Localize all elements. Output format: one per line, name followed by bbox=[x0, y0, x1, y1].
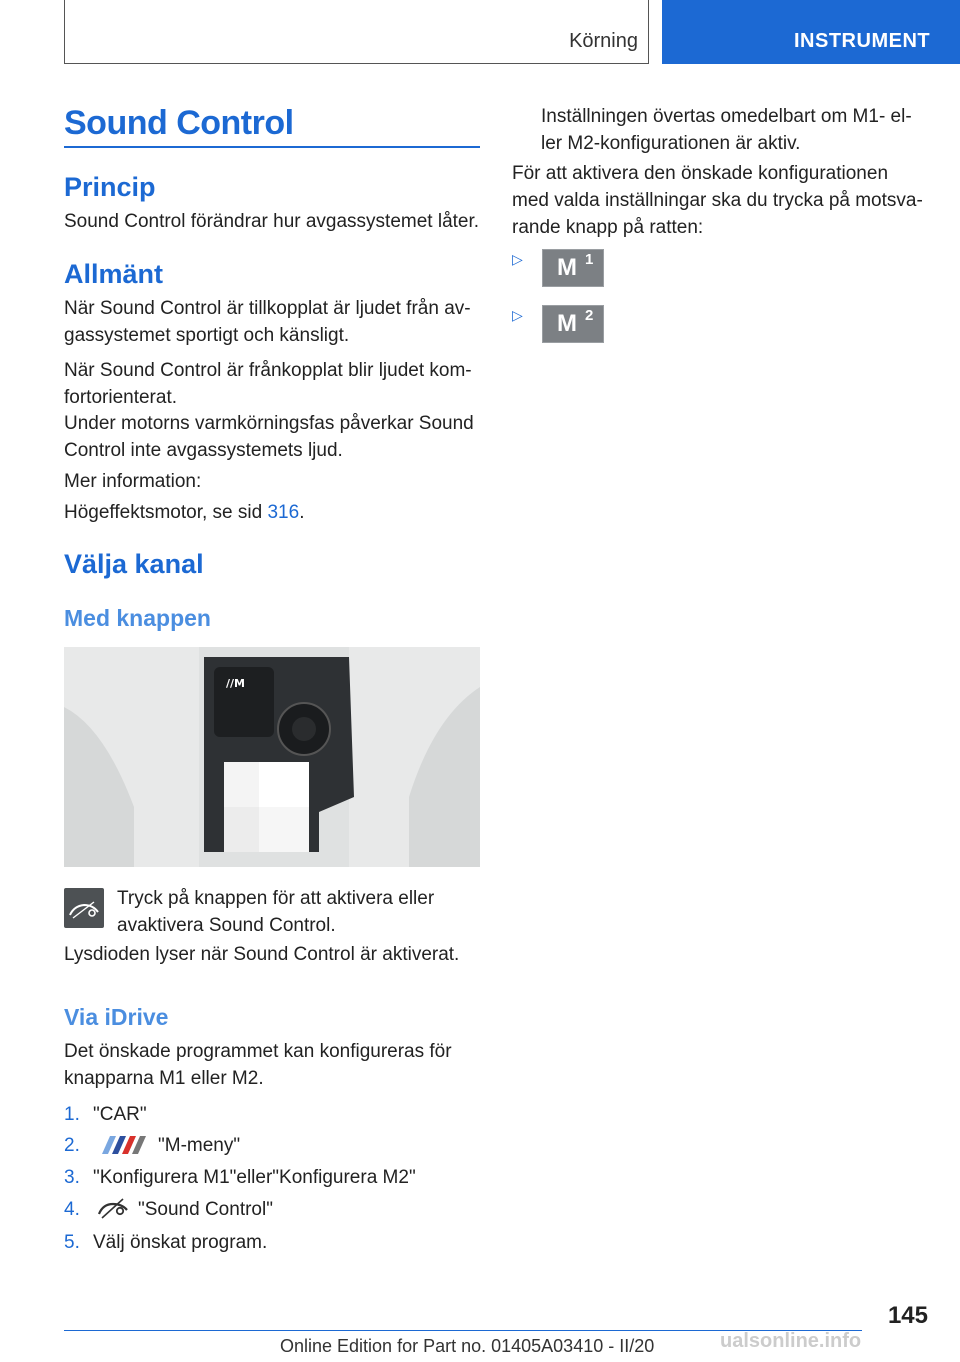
step-number: 3. bbox=[64, 1167, 80, 1188]
subheading-via-idrive: Via iDrive bbox=[64, 1004, 169, 1030]
step-number: 2. bbox=[64, 1135, 80, 1156]
header-section: Körning bbox=[569, 30, 638, 52]
right-p1: Inställningen övertas omedelbart om M1- el- ler M2-konfigurationen är aktiv. bbox=[541, 106, 912, 154]
center-console-photo bbox=[64, 647, 480, 867]
heading-allmant: Allmänt bbox=[64, 259, 164, 289]
allmant-p4: Mer information: bbox=[64, 471, 202, 492]
subheading-med-knappen: Med knappen bbox=[64, 605, 211, 631]
led-text: Lysdioden lyser när Sound Control är aktiverat. bbox=[64, 944, 460, 965]
page-title: Sound Control bbox=[64, 104, 294, 142]
header-tab-label: INSTRUMENT bbox=[794, 30, 931, 52]
header-box bbox=[64, 0, 649, 64]
footer-text: Online Edition for Part no. 01405A03410 - II/20 bbox=[280, 1336, 655, 1356]
page-link-316[interactable]: 316 bbox=[267, 502, 300, 523]
idrive-text: Det önskade programmet kan konfigureras för knapparna M1 eller M2. bbox=[64, 1041, 452, 1089]
heading-princip: Princip bbox=[64, 172, 156, 202]
bullet-m1: ▷ bbox=[512, 251, 523, 267]
header-tab[interactable] bbox=[662, 0, 960, 64]
princip-text: Sound Control förändrar hur avgassystemet låter. bbox=[64, 211, 480, 232]
page-number: 145 bbox=[887, 1302, 928, 1329]
step-number: 1. bbox=[64, 1104, 80, 1125]
heading-valja-kanal: Välja kanal bbox=[64, 549, 204, 579]
step-text: "Konfigurera M1"eller"Konfigurera M2" bbox=[93, 1167, 416, 1188]
sound-control-icon bbox=[64, 888, 104, 928]
step-text: "CAR" bbox=[93, 1104, 147, 1125]
svg-text://M: //M bbox=[226, 677, 245, 690]
step-number: 5. bbox=[64, 1232, 80, 1253]
step-text: "Sound Control" bbox=[138, 1199, 273, 1220]
title-rule bbox=[64, 146, 480, 148]
step-text: Välj önskat program. bbox=[93, 1232, 268, 1253]
allmant-p3: Under motorns varmkörningsfas påverkar Sound Control inte avgassystemets ljud. bbox=[64, 413, 474, 461]
m-stripes-icon bbox=[96, 1134, 148, 1161]
step-number: 4. bbox=[64, 1199, 80, 1220]
allmant-p2: När Sound Control är frånkopplat blir ljudet kom- fortorienterat. bbox=[64, 360, 472, 408]
m2-button-icon: M 2 bbox=[542, 305, 604, 343]
icon-description: Tryck på knappen för att aktivera eller avaktivera Sound Control. bbox=[117, 888, 435, 936]
step-text: "M-meny" bbox=[158, 1135, 241, 1156]
allmant-p1: När Sound Control är tillkopplat är ljudet från av- gassystemet sportigt och känsligt. bbox=[64, 298, 471, 346]
watermark: ualsonline.info bbox=[720, 1330, 862, 1352]
right-p2: För att aktivera den önskade konfigurationen med valda inställningar ska du trycka på motsva- rande knapp på ratten: bbox=[512, 163, 923, 238]
sound-control-small-icon bbox=[96, 1196, 130, 1225]
bullet-m2: ▷ bbox=[512, 307, 523, 323]
allmant-p5: Högeffektsmotor, se sid 316. bbox=[64, 502, 305, 523]
m1-button-icon: M 1 bbox=[542, 249, 604, 287]
